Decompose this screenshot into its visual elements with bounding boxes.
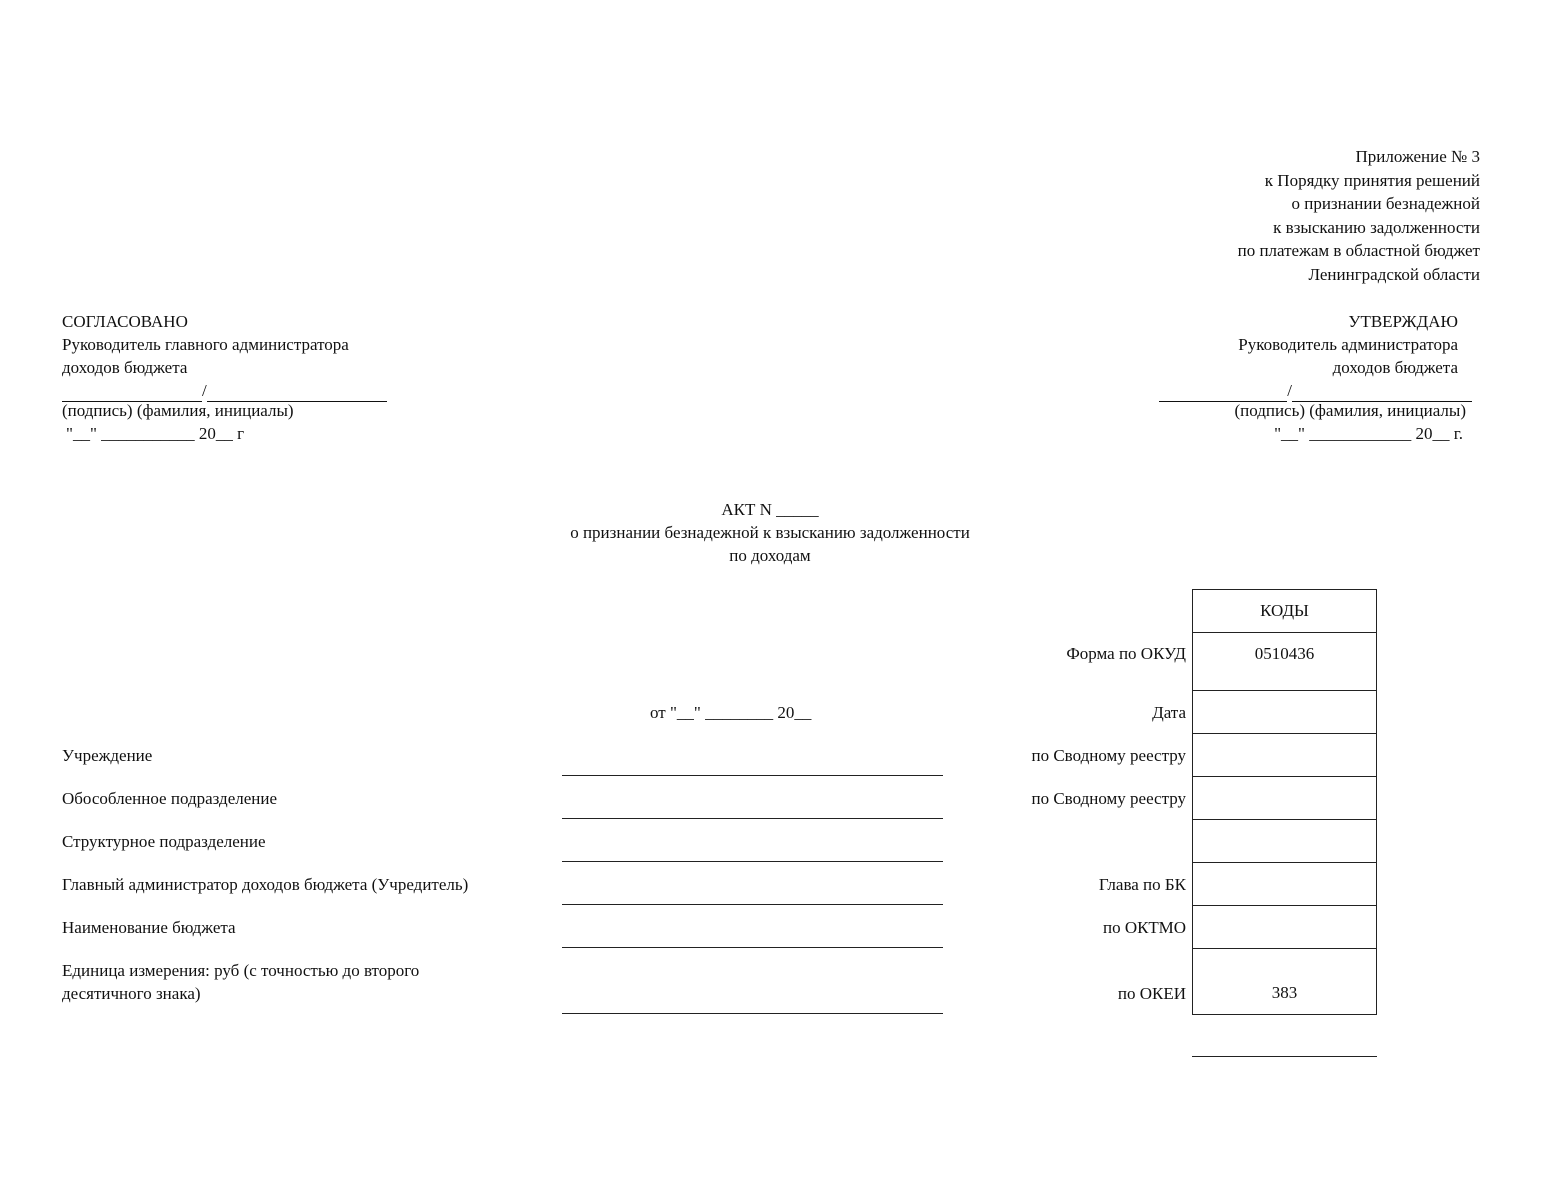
registry-label-2: по Сводному реестру	[1031, 789, 1186, 808]
field-institution-label: Учреждение	[62, 746, 153, 765]
field-unit-label-1: Единица измерения: руб (с точностью до второго	[62, 961, 420, 980]
annex-line-1: Приложение № 3	[1355, 147, 1480, 166]
act-subtitle-2: по доходам	[729, 546, 811, 565]
field-chief-admin-input[interactable]	[562, 904, 943, 905]
approved-heading: УТВЕРЖДАЮ	[1348, 312, 1458, 331]
agreed-slash: /	[202, 381, 207, 400]
registry-cell-2[interactable]	[1193, 776, 1376, 820]
agreed-heading: СОГЛАСОВАНО	[62, 312, 188, 331]
field-budget-name-input[interactable]	[562, 947, 943, 948]
codes-bottom-line	[1192, 1056, 1377, 1057]
field-structural-division-label: Структурное подразделение	[62, 832, 266, 851]
bk-label: Глава по БК	[1098, 875, 1186, 894]
oktmo-cell[interactable]	[1193, 905, 1376, 949]
approved-line-1: Руководитель администратора	[1238, 335, 1458, 354]
field-unit-label-2: десятичного знака)	[62, 984, 201, 1003]
field-separate-division-label: Обособленное подразделение	[62, 789, 278, 808]
annex-line-3: о признании безнадежной	[1291, 194, 1480, 214]
field-institution-input[interactable]	[562, 775, 943, 776]
annex-line-5: по платежам в областной бюджет	[1237, 241, 1480, 261]
agreed-caption: (подпись) (фамилия, инициалы)	[62, 401, 294, 420]
bk-cell[interactable]	[1193, 862, 1376, 906]
act-date-line[interactable]: от "__" ________ 20__	[650, 703, 812, 722]
codes-table	[1192, 589, 1377, 1015]
approved-signature-line[interactable]	[1159, 379, 1472, 399]
okei-label: по ОКЕИ	[1117, 984, 1186, 1003]
okud-label: Форма по ОКУД	[1066, 644, 1186, 663]
date-cell[interactable]	[1193, 690, 1376, 734]
act-subtitle: о признании безнадежной к взысканию задолженности	[570, 523, 970, 542]
okei-value-cell: 383	[1193, 948, 1376, 1016]
field-structural-division-input[interactable]	[562, 861, 943, 862]
agreed-block	[62, 310, 387, 445]
agreed-line-2: доходов бюджета	[62, 358, 188, 377]
annex-line-6: Ленинградской области	[1308, 264, 1480, 284]
annex-line-4: к взысканию задолженности	[1273, 217, 1480, 237]
act-title-block	[0, 498, 1540, 567]
blank-cell[interactable]	[1193, 819, 1376, 863]
annex-header	[1238, 145, 1480, 287]
registry-cell-1[interactable]	[1193, 733, 1376, 777]
approved-line-2: доходов бюджета	[1332, 358, 1458, 377]
field-unit-input[interactable]	[562, 1013, 943, 1014]
date-label: Дата	[1152, 703, 1186, 722]
oktmo-label: по ОКТМО	[1102, 918, 1186, 937]
approved-date[interactable]: "__" ____________ 20__ г.	[1274, 424, 1463, 443]
approved-block	[1159, 310, 1466, 445]
approved-caption: (подпись) (фамилия, инициалы)	[1234, 401, 1466, 420]
field-separate-division-input[interactable]	[562, 818, 943, 819]
agreed-line-1: Руководитель главного администратора	[62, 335, 349, 354]
annex-line-2: к Порядку принятия решений	[1264, 170, 1480, 190]
okud-value-cell: 0510436	[1193, 632, 1376, 691]
agreed-signature-line[interactable]	[62, 379, 387, 399]
registry-label-1: по Сводному реестру	[1031, 746, 1186, 765]
act-title: АКТ N _____	[721, 500, 819, 519]
field-chief-admin-label: Главный администратор доходов бюджета (Учредитель)	[62, 875, 469, 894]
codes-header: КОДЫ	[1260, 601, 1309, 620]
agreed-date[interactable]: "__" ___________ 20__ г	[66, 424, 245, 443]
field-budget-name-label: Наименование бюджета	[62, 918, 236, 937]
approved-slash: /	[1287, 381, 1292, 400]
